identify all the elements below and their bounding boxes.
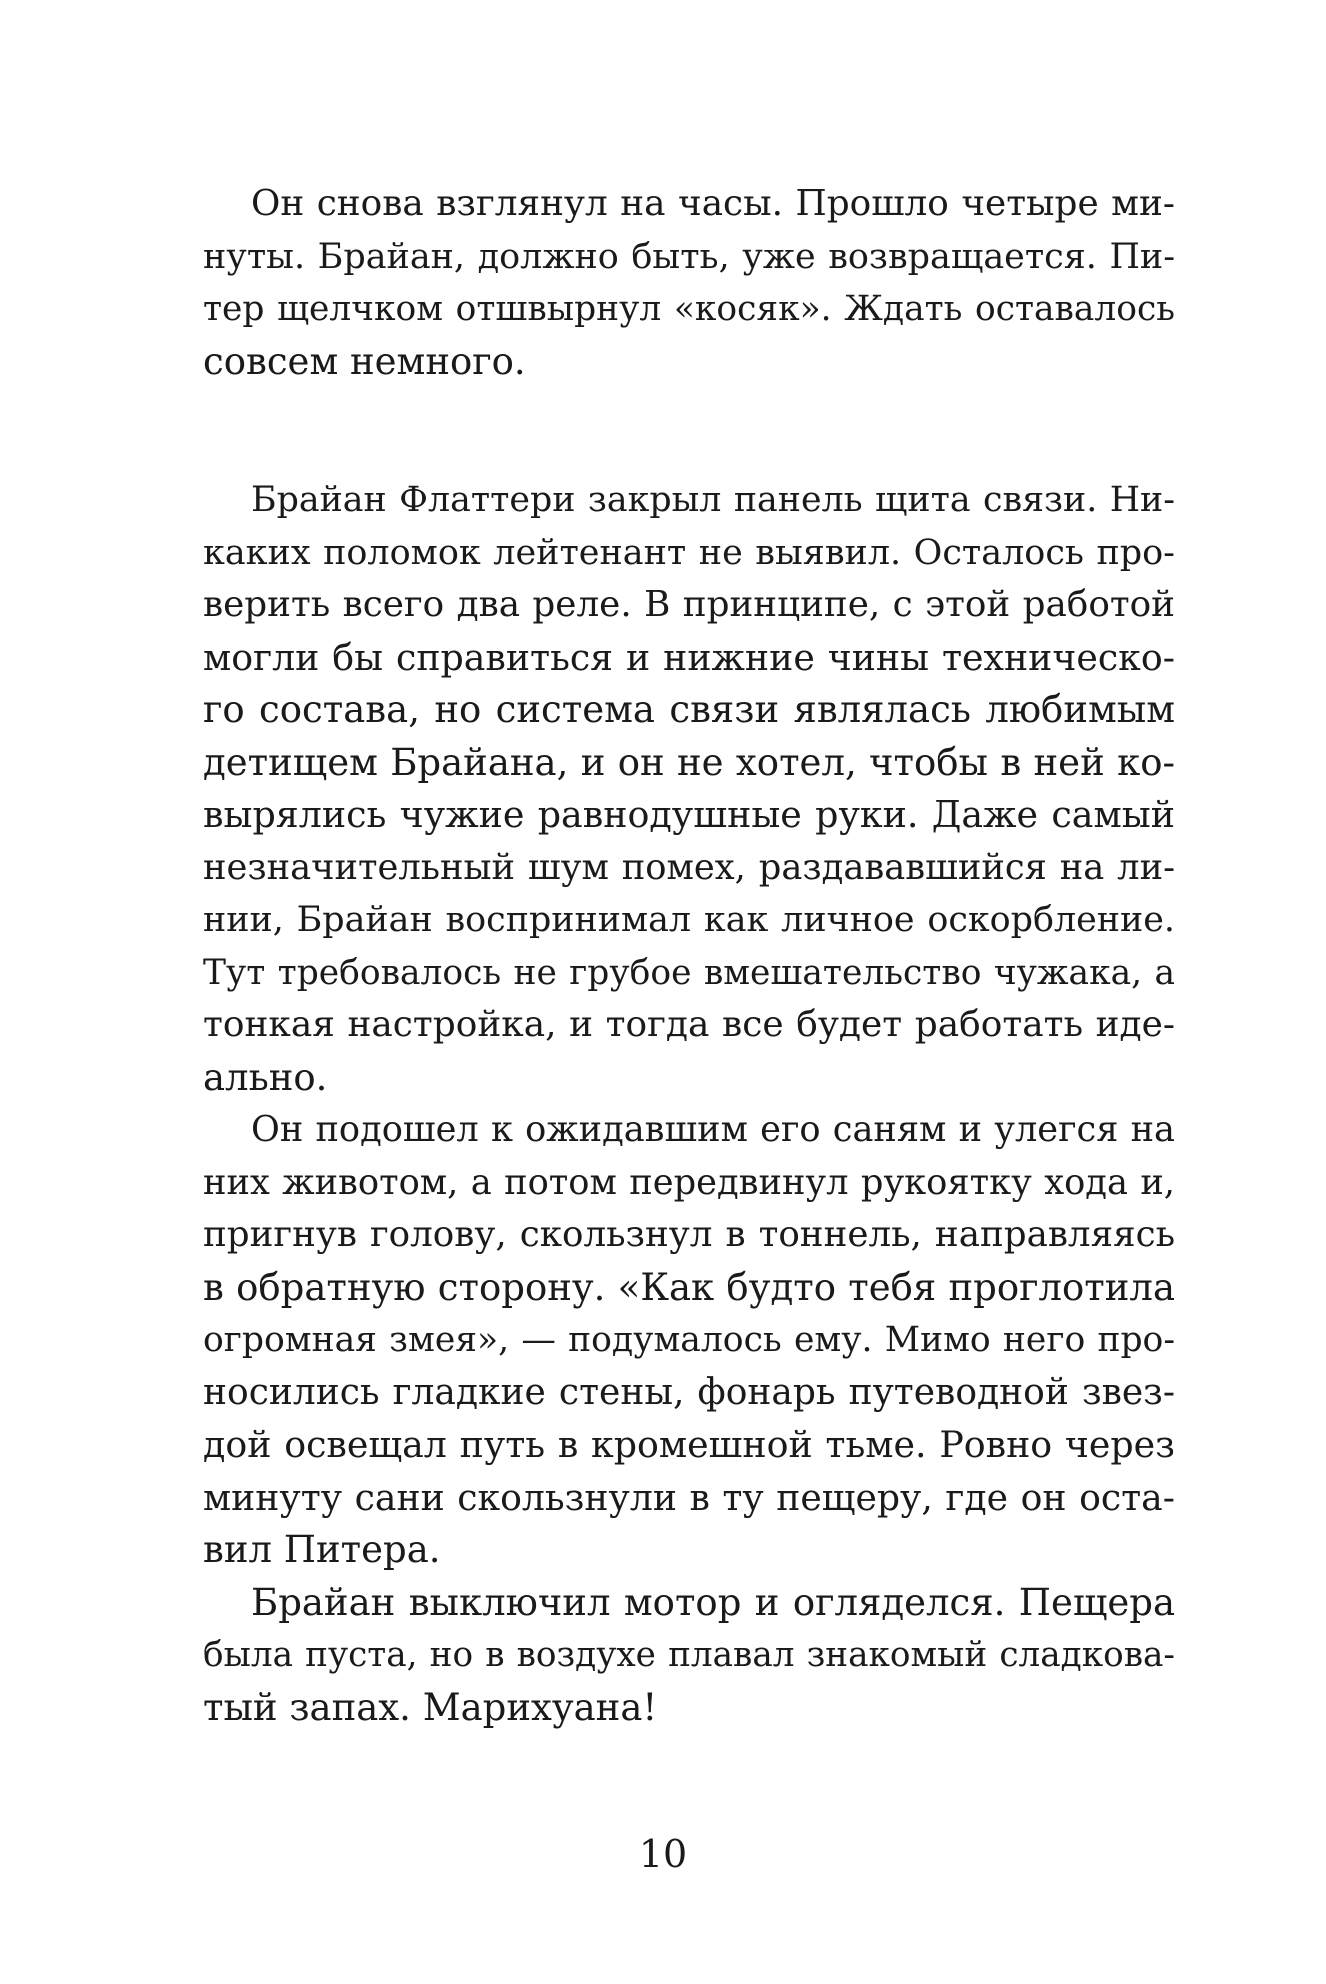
text-line: каких поломок лейтенант не выявил. Осталось про- xyxy=(203,532,1175,573)
text-line: вырялись чужие равнодушные руки. Даже самый xyxy=(203,793,1175,836)
text-line: Тут требовалось не грубое вмешательство чужака, а xyxy=(203,952,1175,993)
text-line: нии, Брайан воспринимал как личное оскорбление. xyxy=(203,900,1175,940)
text-line: тый запах. Марихуана! xyxy=(203,1685,658,1729)
text-line: го состава, но система связи являлась любимым xyxy=(203,688,1175,731)
text-section-2 xyxy=(203,474,1175,1734)
text-line: дой освещал путь в кромешной тьме. Ровно через xyxy=(203,1423,1175,1466)
paragraph-2 xyxy=(203,474,1175,1104)
text-line: тонкая настройка, и тогда все будет работать иде- xyxy=(203,1004,1175,1045)
text-line: Он снова взглянул на часы. Прошло четыре ми- xyxy=(251,183,1175,224)
paragraph-3 xyxy=(203,1104,1175,1577)
text-line: них животом, а потом передвинул рукоятку хода и, xyxy=(203,1161,1175,1203)
text-line: пригнув голову, скользнул в тоннель, направляясь xyxy=(203,1214,1175,1255)
text-line: детищем Брайана, и он не хотел, чтобы в ней ко- xyxy=(203,740,1175,784)
text-line: тер щелчком отшвырнул «косяк». Ждать оставалось xyxy=(203,289,1175,329)
text-line: верить всего два реле. В принципе, с этой работой xyxy=(203,584,1175,625)
text-line: носились гладкие стены, фонарь путеводной звез- xyxy=(203,1371,1175,1413)
page-number: 10 xyxy=(638,1832,688,1876)
text-line: Он подошел к ожидавшим его саням и улегся на xyxy=(251,1109,1175,1150)
text-line: в обратную сторону. «Как будто тебя проглотила xyxy=(203,1265,1175,1309)
text-line: ально. xyxy=(203,1055,328,1099)
paragraph-4 xyxy=(203,1577,1175,1735)
paragraph-1 xyxy=(203,178,1175,388)
text-line: была пуста, но в воздухе плавал знакомый сладкова- xyxy=(203,1635,1175,1675)
text-line: вил Питера. xyxy=(203,1528,441,1571)
text-line: нуты. Брайан, должно быть, уже возвращается. Пи- xyxy=(203,236,1175,277)
text-line: огромная змея», — подумалось ему. Мимо него про- xyxy=(203,1320,1175,1360)
text-line: совсем немного. xyxy=(203,339,526,383)
text-line: Брайан Флаттери закрыл панель щита связи. Ни- xyxy=(251,480,1175,520)
text-line: минуту сани скользнули в ту пещеру, где он оста- xyxy=(203,1475,1175,1519)
text-line: незначительный шум помех, раздававшийся на ли- xyxy=(203,846,1175,888)
text-line: могли бы справиться и нижние чины техническо- xyxy=(203,635,1175,679)
text-section-1 xyxy=(203,178,1175,388)
text-line: Брайан выключил мотор и огляделся. Пещера xyxy=(251,1580,1175,1624)
